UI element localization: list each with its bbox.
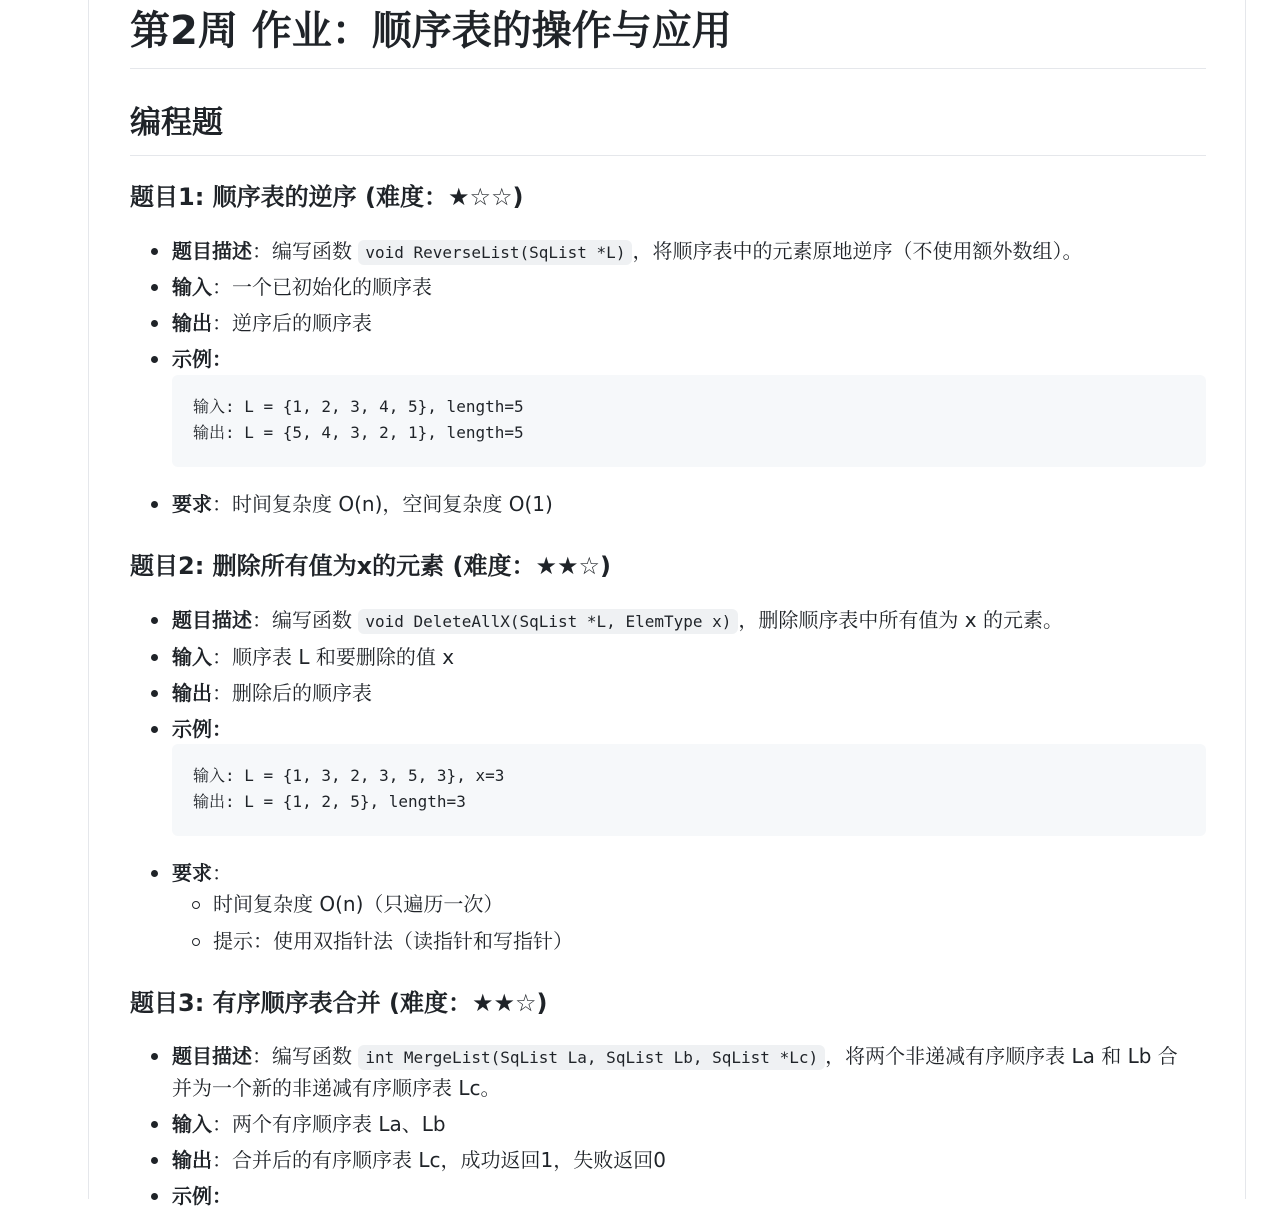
problem-3-description-line2: 并为一个新的非递减有序顺序表 Lc。 (172, 1076, 501, 1100)
function-signature: int MergeList(SqList La, SqList Lb, SqList *Lc) (358, 1045, 825, 1070)
function-signature: void DeleteAllX(SqList *L, ElemType x) (358, 609, 738, 634)
problem-2-output: 输出：删除后的顺序表 (172, 680, 1206, 706)
problem-2-requirement: 要求： (172, 860, 1206, 886)
problem-2-example-code: 输入: L = {1, 3, 2, 3, 5, 3}, x=3 输出: L = {1, 2, 5}, length=3 (172, 744, 1206, 836)
problem-1-output: 输出：逆序后的顺序表 (172, 310, 1206, 336)
problem-2-description: 题目描述：编写函数 void DeleteAllX(SqList *L, ElemType x) ，删除顺序表中所有值为 x 的元素。 (172, 607, 1206, 635)
problem-3-description: 题目描述：编写函数 int MergeList(SqList La, SqList Lb, SqList *Lc) ，将两个非递减有序顺序表 La 和 Lb 合 (172, 1043, 1206, 1071)
problem-2-heading: 题目2: 删除所有值为x的元素 (难度：★★☆) (130, 552, 611, 580)
problem-1-example-code: 输入: L = {1, 2, 3, 4, 5}, length=5 输出: L = {5, 4, 3, 2, 1}, length=5 (172, 375, 1206, 467)
problem-1-requirement: 要求：时间复杂度 O(n)，空间复杂度 O(1) (172, 491, 1206, 517)
problem-3-output: 输出：合并后的有序顺序表 Lc，成功返回1，失败返回0 (172, 1147, 1206, 1173)
problem-2-input: 输入：顺序表 L 和要删除的值 x (172, 644, 1206, 670)
problem-3-heading: 题目3: 有序顺序表合并 (难度：★★☆) (130, 989, 548, 1017)
problem-1-heading: 题目1: 顺序表的逆序 (难度：★☆☆) (130, 183, 524, 211)
problem-1-input: 输入：一个已初始化的顺序表 (172, 274, 1206, 300)
function-signature: void ReverseList(SqList *L) (358, 240, 632, 265)
problem-3-input: 输入：两个有序顺序表 La、Lb (172, 1111, 1206, 1137)
problem-1-list (130, 238, 1206, 266)
problem-2-requirement-sub-2: 提示：使用双指针法（读指针和写指针） (213, 928, 1206, 954)
page-title: 第2周 作业：顺序表的操作与应用 (130, 0, 1206, 69)
problem-1-description: 题目描述：编写函数 void ReverseList(SqList *L) ，将顺序表中的元素原地逆序（不使用额外数组）。 (172, 238, 1206, 266)
problem-2-example-label: 示例： (172, 716, 1206, 742)
problem-1-example-label: 示例： (172, 346, 1206, 372)
problem-3-example-label: 示例： (172, 1183, 1206, 1209)
problem-2-requirement-sub-1: 时间复杂度 O(n)（只遍历一次） (213, 891, 1206, 917)
document-content (130, 0, 1206, 1208)
section-heading: 编程题 (130, 103, 1206, 156)
document-page (88, 0, 1246, 1208)
